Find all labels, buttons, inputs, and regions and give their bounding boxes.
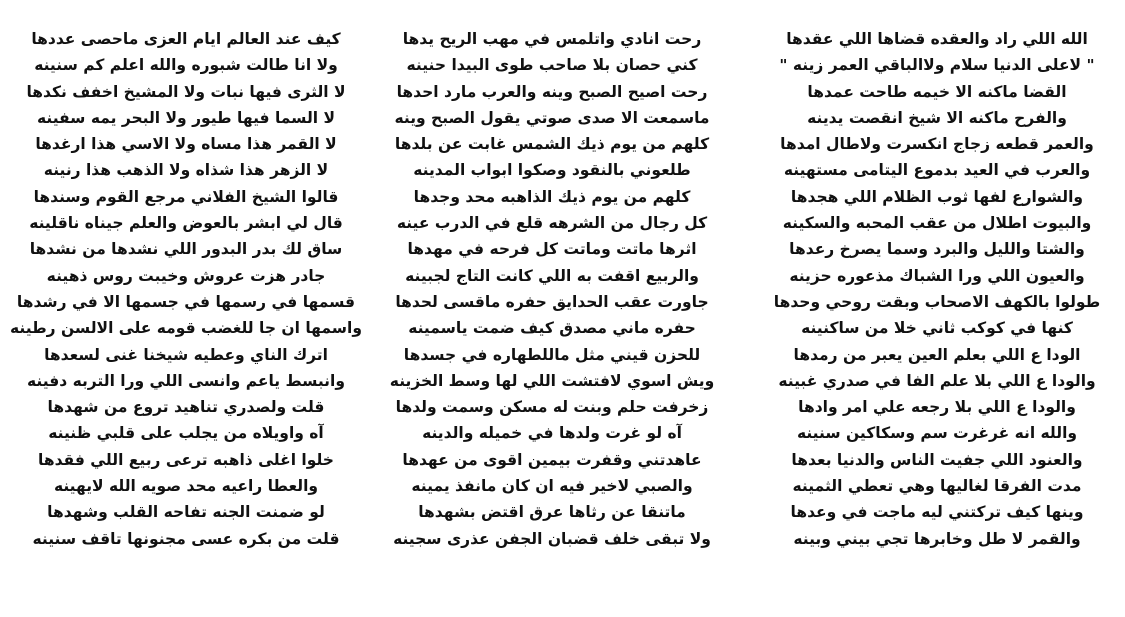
verse-line: ولا انا طالت شبوره والله اعلم كم سنينه: [34, 56, 338, 75]
verse-line: قلت ولصدري تناهيد تروع من شهدها: [47, 398, 325, 417]
verse-line: والله انه غرغرت سم وسكاكين سنينه: [796, 424, 1078, 443]
verse-line: والعنود اللي جفيت الناس والدنيا بعدها: [791, 450, 1083, 469]
verse-line: قالوا الشيخ الفلاني مرجع القوم وسندها: [33, 187, 339, 206]
verse-line: الله اللي راد والعقده قضاها اللي عقدها: [786, 30, 1088, 48]
verse-line: كني حصان بلا صاحب طوى البيدا حنينه: [406, 56, 698, 75]
verse-line: رحت انادي واتلمس في مهب الريح يدها: [402, 30, 702, 48]
verse-line: اترك الناي وعطيه شيخنا غنى لسعدها: [44, 345, 328, 364]
verse-line: والقمر لا طل وخابرها تجي بيني وبينه: [793, 529, 1081, 548]
verse-line: ساق لك بدر البدور اللي نشدها من نشدها: [29, 240, 343, 259]
verse-line: كل رجال من الشرهه قلع في الدرب عينه: [396, 214, 708, 233]
verse-line: وانبسط ياعم وانسى اللي ورا التربه دفينه: [27, 371, 345, 390]
verse-line: والعمر قطعه زجاج انكسرت ولاطال امدها: [780, 135, 1094, 154]
verse-line: آه لو غرت ولدها في خميله والدينه: [422, 424, 682, 443]
verse-line: جادر هزت عروش وخيبت روس ذهينه: [46, 266, 326, 285]
verse-line: والبيوت اطلال من عقب المحبه والسكينه: [782, 214, 1092, 233]
verse-line: ماسمعت الا صدى صوتي يقول الصبح وينه: [394, 108, 710, 127]
verse-line: واسمها ان جا للغضب قومه على الالسن رطينه: [10, 319, 362, 338]
verse-line: ويش اسوي لافتشت اللي لها وسط الخزينه: [389, 371, 715, 390]
verse-line: كلهم من يوم ذيك الشمس غابت عن بلدها: [394, 135, 710, 154]
verse-line: القضا ماكنه الا خيمه طاحت عمدها: [807, 82, 1067, 101]
verse-line: ماتنقا عن رثاها عرق اقتض بشهدها: [418, 503, 686, 522]
verse-line: اثرها ماتت وماتت كل فرحه في مهدها: [407, 240, 697, 259]
verse-line: لو ضمنت الجنه تفاحه القلب وشهدها: [47, 503, 325, 522]
verse-line: قال لي ابشر بالعوض والعلم جيناه ناقلينه: [29, 214, 343, 233]
verse-line: لا القمر هذا مساه ولا الاسي هذا ارغدها: [35, 135, 337, 154]
verse-line: آه واويلاه من يجلب على قلبي ظنينه: [48, 424, 324, 443]
verse-line: كلهم من يوم ذيك الذاهبه محد وجدها: [413, 187, 691, 206]
verse-line: كيف عند العالم ايام العزى ماحصى عددها: [31, 30, 341, 48]
verse-line: زخرفت حلم وبنت له مسكن وسمت ولدها: [395, 398, 709, 417]
verse-line: للحزن قيني مثل ماللطهاره في جسدها: [403, 345, 701, 364]
verse-line: كنها في كوكب ثاني خلا من ساكنينه: [801, 319, 1073, 338]
verse-line: والودا ع اللي بلا رجعه علي امر وادها: [798, 398, 1076, 417]
verse-line: طولوا بالكهف الاصحاب وبقت روحي وحدها: [773, 292, 1101, 311]
poem-column-middle: [372, 26, 732, 552]
verse-line: جاورت عقب الحدايق حفره ماقسى لحدها: [395, 292, 709, 311]
verse-line: والشتا والليل والبرد وسما يصرخ رعدها: [789, 240, 1085, 259]
verse-line: الودا ع اللي بعلم العين يعبر من رمدها: [793, 345, 1081, 364]
poem-column-left: [8, 26, 364, 552]
verse-line: لا الزهر هذا شذاه ولا الذهب هذا رنينه: [43, 161, 329, 180]
verse-line: والعيون اللي ورا الشباك مذعوره حزينه: [789, 266, 1085, 285]
verse-line: " لاعلى الدنيا سلام ولاالباقي العمر زينه ": [779, 56, 1095, 75]
verse-line: والصبي لاخير فيه ان كان مانفذ يمينه: [411, 477, 693, 496]
verse-line: عاهدتني وقفرت بيمين اقوى من عهدها: [402, 450, 702, 469]
verse-line: والعطا راعيه محد صويه الله لايهينه: [53, 477, 319, 496]
verse-line: والعرب في العيد بدموع اليتامى مستهينه: [783, 161, 1091, 180]
verse-line: والشوارع لفها ثوب الظلام اللي هجدها: [790, 187, 1084, 206]
verse-line: قسمها في رسمها في جسمها الا في رشدها: [16, 292, 356, 311]
verse-line: وينها كيف تركتني ليه ماجت في وعدها: [790, 503, 1084, 522]
verse-line: طلعوني بالنقود وصكوا ابواب المدينه: [413, 161, 691, 180]
poem-column-right: [762, 26, 1112, 552]
verse-line: ولا تبقى خلف قضبان الجفن عذرى سجينه: [393, 529, 711, 548]
verse-line: لا السما فيها طيور ولا البحر يمه سفينه: [36, 108, 336, 127]
verse-line: قلت من بكره عسى مجنونها تاقف سنينه: [32, 529, 340, 548]
verse-line: رحت اصيح الصبح وينه والعرب مارد احدها: [396, 82, 708, 101]
verse-line: مدت الفرقا لغاليها وهي تعطي الثمينه: [792, 477, 1082, 496]
verse-line: حفره ماني مصدق كيف ضمت ياسمينه: [408, 319, 696, 338]
verse-line: لا الثرى فيها نبات ولا المشيخ اخفف نكدها: [26, 82, 346, 101]
verse-line: والفرح ماكنه الا شيخ انقصت يدينه: [807, 108, 1067, 127]
verse-line: والودا ع اللي بلا علم الفا في صدري غبينه: [778, 371, 1096, 390]
verse-line: خلوا اغلى ذاهبه ترعى ربيع اللي فقدها: [38, 450, 334, 469]
verse-line: والربيع اقفت به اللي كانت التاج لجبينه: [405, 266, 699, 285]
